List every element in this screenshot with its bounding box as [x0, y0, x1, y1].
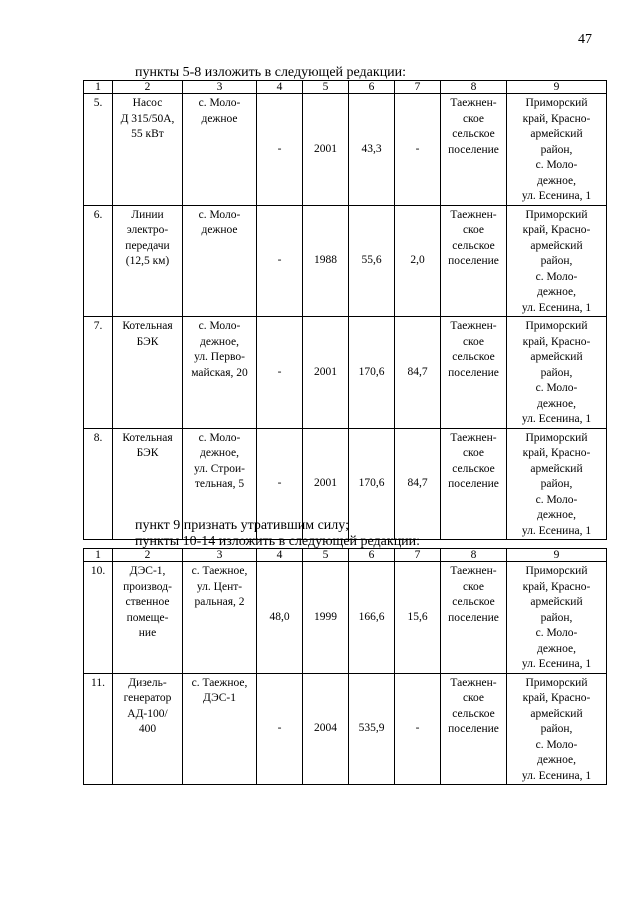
cell-text: 2001	[314, 365, 337, 378]
cell-text: 6.	[93, 208, 103, 221]
table-cell	[113, 205, 183, 317]
table-cell	[113, 562, 183, 674]
table-cell	[507, 205, 607, 317]
table-cell	[441, 205, 507, 317]
column-header: 4	[257, 81, 303, 94]
cell-text: Насос Д 315/50А, 55 кВт	[120, 97, 175, 140]
table-cell	[507, 673, 607, 785]
cell-text: с. Моло- дежное	[198, 97, 241, 125]
cell-text: Дизель- генератор АД-100/ 400	[123, 676, 172, 735]
cell-text: 2001	[314, 142, 337, 155]
cell-text: 7.	[93, 320, 103, 332]
table-cell	[441, 317, 507, 429]
column-header: 8	[441, 549, 507, 562]
column-header: 4	[257, 549, 303, 562]
table-cell	[84, 317, 113, 429]
cell-text: Линии электро- передачи (12,5 км)	[125, 208, 170, 267]
table-row	[84, 673, 607, 785]
cell-text: Таежнен- ское сельское поселение	[448, 676, 499, 735]
column-header: 3	[183, 81, 257, 94]
table-cell	[84, 205, 113, 317]
table-cell	[441, 673, 507, 785]
table-cell	[349, 673, 395, 785]
cell-text: Приморский край, Красно- армейский район, с. Моло- дежное, ул. Есенина, 1	[521, 676, 592, 782]
cell-text: 1999	[314, 610, 337, 623]
column-header: 7	[395, 549, 441, 562]
table-cell	[349, 428, 395, 540]
table-cell	[441, 428, 507, 540]
column-header: 5	[303, 549, 349, 562]
table-row	[84, 317, 607, 429]
table-cell	[257, 673, 303, 785]
column-header: 2	[113, 81, 183, 94]
cell-text: ДЭС-1, производ- ственное помеще- ние	[123, 565, 172, 639]
table-cell	[183, 562, 257, 674]
table-cell	[395, 94, 441, 206]
table-cell	[183, 317, 257, 429]
cell-text: 166,6	[358, 610, 385, 623]
table-cell	[395, 317, 441, 429]
cell-text: 55,6	[361, 254, 382, 266]
column-header: 1	[84, 81, 113, 94]
cell-text: -	[277, 365, 282, 378]
section-heading-item-9: пункт 9 признать утратившим силу;	[135, 518, 349, 533]
table-row	[84, 94, 607, 206]
cell-text: 1988	[314, 254, 337, 266]
table-cell	[441, 94, 507, 206]
cell-text: 170,6	[358, 477, 385, 489]
section-heading-items-5-8: пункты 5-8 изложить в следующей редакции:	[135, 65, 407, 80]
cell-text: Таежнен- ское сельское поселение	[448, 320, 499, 379]
column-header: 6	[349, 549, 395, 562]
table-cell	[303, 94, 349, 206]
property-table-items-5-8	[83, 80, 607, 540]
cell-text: 84,7	[407, 477, 428, 489]
table-cell	[257, 205, 303, 317]
table-cell	[507, 428, 607, 540]
column-header: 8	[441, 81, 507, 94]
table-cell	[395, 562, 441, 674]
cell-text: с. Моло- дежное	[198, 208, 241, 236]
cell-text: 535,9	[358, 722, 385, 734]
cell-text: Таежнен- ское сельское поселение	[448, 208, 499, 267]
table-cell	[257, 562, 303, 674]
table-cell	[113, 673, 183, 785]
table-cell	[183, 673, 257, 785]
cell-text: 8.	[93, 431, 103, 444]
cell-text: с. Таежное, ДЭС-1	[191, 676, 248, 704]
table-cell	[303, 317, 349, 429]
cell-text: 170,6	[358, 365, 385, 378]
cell-text: -	[277, 722, 282, 734]
table-cell	[84, 673, 113, 785]
cell-text: -	[277, 142, 282, 155]
cell-text: 11.	[91, 676, 105, 689]
cell-text: Приморский край, Красно- армейский район, с. Моло- дежное, ул. Есенина, 1	[521, 208, 592, 314]
section-heading-items-10-14: пункты 10-14 изложить в следующей редакции:	[135, 534, 421, 549]
cell-text: 15,6	[407, 610, 428, 623]
table-cell	[257, 317, 303, 429]
column-header: 1	[84, 549, 113, 562]
cell-text: -	[277, 254, 282, 266]
column-header: 6	[349, 81, 395, 94]
cell-text: 2001	[314, 477, 337, 489]
table-cell	[507, 317, 607, 429]
cell-text: 2,0	[410, 254, 425, 266]
page-number: 47	[578, 32, 592, 47]
table-cell	[183, 205, 257, 317]
cell-text: с. Моло- дежное, ул. Перво- майская, 20	[191, 320, 248, 379]
cell-text: с. Таежное, ул. Цент- ральная, 2	[191, 565, 248, 608]
cell-text: Таежнен- ское сельское поселение	[448, 431, 499, 490]
cell-text: -	[277, 477, 282, 489]
table-cell	[395, 673, 441, 785]
cell-text: Таежнен- ское сельское поселение	[448, 97, 499, 156]
cell-text: 48,0	[269, 610, 290, 623]
cell-text: Приморский край, Красно- армейский район, с. Моло- дежное, ул. Есенина, 1	[521, 565, 592, 670]
cell-text: Приморский край, Красно- армейский район, с. Моло- дежное, ул. Есенина, 1	[521, 97, 592, 202]
cell-text: -	[415, 722, 420, 734]
table-cell	[395, 428, 441, 540]
table-cell	[441, 562, 507, 674]
column-header-row	[84, 81, 607, 94]
cell-text: 2004	[314, 722, 337, 734]
table-cell	[349, 205, 395, 317]
table-cell	[303, 673, 349, 785]
table-cell	[303, 205, 349, 317]
cell-text: 84,7	[407, 365, 428, 378]
table-cell	[349, 562, 395, 674]
cell-text: 5.	[93, 97, 103, 109]
cell-text: Приморский край, Красно- армейский район, с. Моло- дежное, ул. Есенина, 1	[521, 431, 592, 537]
column-header: 5	[303, 81, 349, 94]
table-cell	[257, 94, 303, 206]
table-cell	[84, 562, 113, 674]
cell-text: Котельная БЭК	[122, 431, 173, 459]
table-cell	[183, 94, 257, 206]
table-row	[84, 205, 607, 317]
table-cell	[349, 317, 395, 429]
cell-text: Таежнен- ское сельское поселение	[448, 565, 499, 624]
table-cell	[507, 94, 607, 206]
cell-text: -	[415, 142, 420, 155]
table-cell	[84, 94, 113, 206]
cell-text: Котельная БЭК	[122, 320, 173, 348]
table-cell	[349, 94, 395, 206]
table-cell	[507, 562, 607, 674]
cell-text: с. Моло- дежное, ул. Строи- тельная, 5	[194, 431, 245, 490]
column-header: 7	[395, 81, 441, 94]
table-cell	[113, 317, 183, 429]
property-table-items-10-14	[83, 548, 607, 785]
column-header: 2	[113, 549, 183, 562]
table-row	[84, 562, 607, 674]
cell-text: 10.	[90, 565, 106, 577]
table-cell	[303, 562, 349, 674]
table-cell	[84, 428, 113, 540]
table-cell	[395, 205, 441, 317]
column-header-row	[84, 549, 607, 562]
column-header: 9	[507, 81, 607, 94]
cell-text: Приморский край, Красно- армейский район, с. Моло- дежное, ул. Есенина, 1	[521, 320, 592, 425]
column-header: 9	[507, 549, 607, 562]
table-cell	[113, 94, 183, 206]
column-header: 3	[183, 549, 257, 562]
cell-text: 43,3	[361, 142, 382, 155]
